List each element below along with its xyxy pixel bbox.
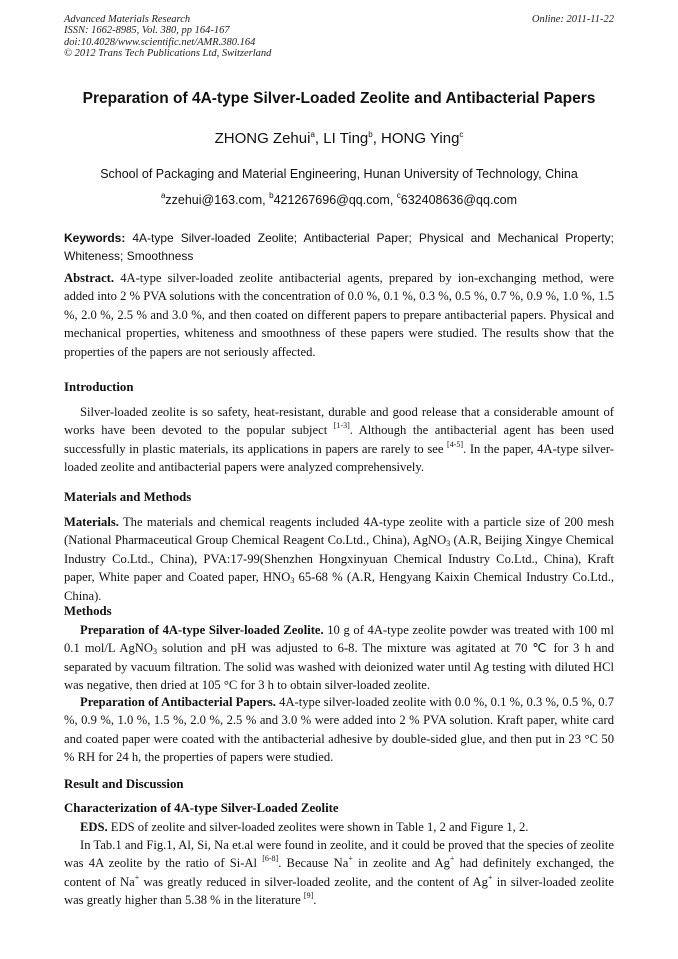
keywords [64, 230, 614, 265]
materials-label: Materials. [64, 515, 119, 529]
email-mark: a [160, 191, 166, 200]
results-subheading: Characterization of 4A-type Silver-Loaded Zeolite [64, 801, 339, 815]
email-mark: b [269, 191, 274, 200]
materials-paragraph [64, 513, 614, 605]
abstract-label: Abstract. [64, 271, 115, 285]
superscript: + [449, 854, 455, 864]
results-paragraph [64, 836, 614, 910]
method-text: solution and pH was adjusted to 6-8. The mixture was agitated at 70 ℃ for 3 h and separated by vacuum filtration. The solid was washed with deionized water until Ag testing with diluted HCl was negative, then dried at 105 °C for 3 h to obtain silver-loaded zeolite. [64, 641, 614, 693]
author-list [0, 130, 678, 147]
method-label: Preparation of 4A-type Silver-loaded Zeolite. [80, 623, 324, 637]
results-heading: Result and Discussion [64, 777, 184, 791]
method-text: 10 g of 4A-type zeolite powder was treated with 100 ml 0.1 mol/L AgNO [64, 623, 614, 656]
subscript: 3 [290, 576, 295, 586]
methods-paragraph-zeolite [64, 621, 614, 695]
results-text: had definitely exchanged, the content of Na [64, 856, 614, 889]
email-list [0, 193, 678, 207]
affiliation: School of Packaging and Material Engineering, Hunan University of Technology, China [100, 167, 578, 181]
eds-label: EDS. [80, 820, 108, 834]
abstract-text: 4A-type silver-loaded zeolite antibacterial agents, prepared by ion-exchanging method, were added into 2 % PVA solutions with the concentration of 0.0 %, 0.1 %, 0.3 %, 0.5 %, 0.7 %, 0.9 %, 1.0 %, 1.5 %, 2.0 %, 2.5 % and 3.0 %, and then coated on different papers to prepare antibacterial papers. Physical and mechanical properties, whiteness and smoothness of these papers were studied. The results show that the properties of the papers are not seriously affected. [64, 271, 614, 359]
paper-title: Preparation of 4A-type Silver-Loaded Zeolite and Antibacterial Papers [82, 90, 596, 107]
email-mark: c [396, 191, 401, 200]
journal-doi: doi:10.4028/www.scientific.net/AMR.380.164 [64, 36, 256, 48]
journal-name: Advanced Materials Research [64, 14, 191, 25]
subscript: 3 [153, 647, 157, 657]
email-address: zzehui@163.com, [165, 193, 270, 207]
method-label: Preparation of Antibacterial Papers. [80, 695, 276, 709]
author-name: , HONG Ying [372, 130, 460, 147]
email-address: 421267696@qq.com, [273, 193, 397, 207]
results-text: . [313, 893, 317, 908]
subscript: 3 [446, 539, 451, 549]
keywords-text: 4A-type Silver-loaded Zeolite; Antibacterial Paper; Physical and Mechanical Property; Whiteness; Smoothness [64, 231, 614, 263]
online-date: Online: 2011-11-22 [531, 14, 614, 25]
citation: [4-5] [447, 439, 464, 449]
eds-paragraph [64, 818, 614, 836]
results-text: was greatly reduced in silver-loaded zeolite, and the content of Ag [139, 874, 488, 889]
superscript: + [348, 854, 353, 864]
journal-header [64, 14, 271, 59]
journal-issn: ISSN: 1662-8985, Vol. 380, pp 164-167 [64, 25, 230, 37]
author-name: , LI Ting [314, 130, 369, 147]
superscript: + [487, 872, 493, 882]
author-affil-mark: c [459, 130, 464, 139]
results-text: in zeolite and Ag [352, 856, 450, 871]
abstract [64, 269, 614, 361]
superscript: + [134, 872, 140, 882]
citation: [6-8] [262, 854, 279, 864]
introduction-paragraph [64, 403, 614, 477]
citation: [9] [303, 891, 314, 901]
journal-copyright: © 2012 Trans Tech Publications Ltd, Switzerland [64, 47, 272, 59]
methods-heading: Methods [64, 604, 112, 618]
author-affil-mark: a [310, 130, 315, 139]
citation: [1-3] [333, 421, 350, 431]
materials-text: The materials and chemical reagents included 4A-type zeolite with a particle size of 200 mesh (National Pharmaceutical Group Chemical Reagent Co.Ltd., China), AgNO [64, 515, 614, 548]
materials-text: (A.R, Beijing Xingye Chemical Industry Co.Ltd., China), PVA:17-99(Shenzhen Hongxinyuan Chemical Industry Co.Ltd., China), Kraft paper, White paper and Coated paper, HNO [64, 533, 614, 585]
introduction-text: Silver-loaded zeolite is so safety, heat-resistant, durable and good release that a considerable amount of works have been devoted to the popular subject [64, 405, 614, 438]
materials-text: 65-68 % (A.R, Hengyang Kaixin Chemical Industry Co.Ltd., China). [64, 570, 614, 603]
introduction-text: . Although the antibacterial agent has been used successfully in plastic materials, its applications in papers are rarely to see [64, 423, 614, 456]
method-text: 4A-type silver-loaded zeolite with 0.0 %, 0.1 %, 0.3 %, 0.5 %, 0.7 %, 0.9 %, 1.0 %, 1.5 %, 2.0 %, 2.5 % and 3.0 % were added into 2 % PVA solution. Kraft paper, white card and coated paper were coated with the antibacterial adhesive by double-sided glue, and then put in 23 °C 50 % RH for 24 h, the properties of papers were studied. [64, 695, 614, 765]
email-address: 632408636@qq.com [400, 193, 518, 207]
keywords-label: Keywords: [64, 231, 126, 245]
introduction-text: . In the paper, 4A-type silver-loaded zeolite and antibacterial papers were analyzed comprehensively. [64, 441, 614, 475]
author-affil-mark: b [368, 130, 373, 139]
eds-text: EDS of zeolite and silver-loaded zeolites were shown in Table 1, 2 and Figure 1, 2. [107, 820, 529, 834]
results-text: in silver-loaded zeolite was greatly higher than 5.38 % in the literature [64, 874, 614, 908]
author-name: ZHONG Zehui [214, 130, 311, 147]
introduction-heading: Introduction [64, 380, 134, 394]
materials-methods-heading: Materials and Methods [64, 490, 192, 504]
results-text: In Tab.1 and Fig.1, Al, Si, Na et.al were found in zeolite, and it could be proved that the species of zeolite was 4A zeolite by the ratio of Si-Al [64, 838, 614, 871]
results-text: . Because Na [278, 856, 349, 871]
methods-paragraph-papers [64, 693, 614, 767]
